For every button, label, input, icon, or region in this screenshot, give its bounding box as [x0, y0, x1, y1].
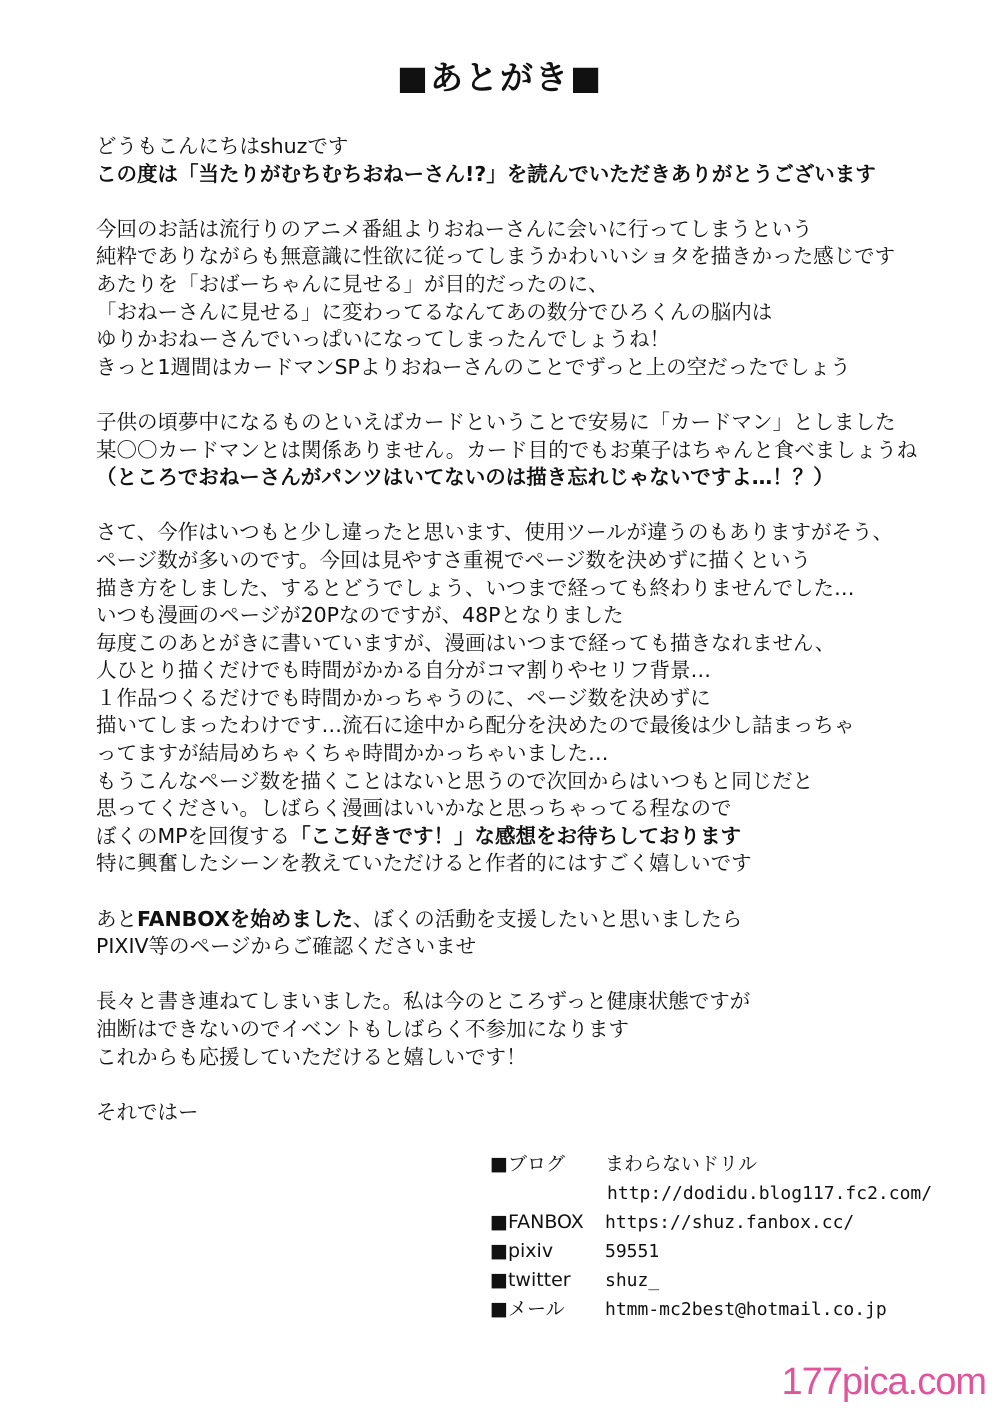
text-line: もうこんなページ数を描くことはないと思うので次回からはいつもと同じだと — [96, 768, 814, 793]
text-segment: 、ぼくの活動を支援したいと思いましたら — [352, 906, 743, 931]
text-segment: あと — [96, 906, 137, 931]
blog-url: http://dodidu.blog117.fc2.com/ — [607, 1183, 933, 1204]
contact-label: ■twitter — [490, 1269, 571, 1291]
contact-pixiv — [490, 1237, 932, 1266]
contact-label: ■ブログ — [490, 1153, 565, 1175]
text-line: 子供の頃夢中になるものといえばカードということで安易に「カードマン」としました — [96, 409, 896, 434]
text-line: さて、今作はいつもと少し違ったと思います、使用ツールが違うのもありますがそう、 — [96, 520, 894, 545]
afterword-title: ■あとがき■ — [396, 58, 604, 97]
text-line: 油断はできないのでイベントもしばらく不参加になります — [96, 1017, 629, 1041]
contact-fanbox — [490, 1208, 932, 1237]
text-segment-bold: 「ここ好きです！」な感想をお待ちしております — [290, 823, 742, 848]
text-line — [96, 823, 976, 851]
text-line: この度は「当たりがむちむちおねーさん!?」を読んでいただきありがとうございます — [96, 161, 876, 186]
twitter-id: shuz_ — [605, 1270, 660, 1291]
contact-mail — [490, 1295, 932, 1324]
contact-twitter — [490, 1266, 932, 1295]
site-watermark: 177pica.com — [781, 1361, 986, 1403]
contact-label: ■pixiv — [490, 1240, 554, 1262]
text-segment-bold: FANBOXを始めました — [137, 906, 353, 931]
text-line: いつも漫画のページが20Pなのですが、48Pとなりました — [96, 603, 624, 628]
contact-blog — [490, 1150, 932, 1179]
text-line: 「おねーさんに見せる」に変わってるなんてあの数分でひろくんの脳内は — [96, 299, 773, 324]
text-line: 純粋でありながらも無意識に性欲に従ってしまうかわいいショタを描きかった感じです — [96, 244, 896, 269]
text-line: （ところでおねーさんがパンツはいてないのは描き忘れじゃないですよ…！？） — [96, 465, 834, 490]
text-line: 今回のお話は流行りのアニメ番組よりおねーさんに会いに行ってしまうという — [96, 216, 813, 241]
text-line: 毎度このあとがきに書いていますが、漫画はいつまで経っても描きなれません、 — [96, 630, 836, 655]
text-line: どうもこんにちはshuzです — [96, 134, 349, 158]
text-line — [96, 906, 976, 934]
paragraph-health — [96, 988, 976, 1071]
text-line: 某〇〇カードマンとは関係ありません。カード目的でもお菓子はちゃんと食べましょうね — [96, 437, 918, 462]
text-line: 思ってください。しばらく漫画はいいかなと思っちゃってる程なので — [96, 796, 732, 821]
text-line: 長々と書き連ねてしまいました。私は今のところずっと健康状態ですが — [96, 989, 751, 1014]
fanbox-url: https://shuz.fanbox.cc/ — [605, 1212, 855, 1233]
contact-label: ■FANBOX — [490, 1211, 584, 1233]
text-line: 描き方をしました、するとどうでしょう、いつまで経っても終わりませんでした… — [96, 575, 855, 600]
paragraph-greeting — [96, 133, 976, 188]
contact-blog-url — [490, 1179, 932, 1208]
text-segment: ぼくのMPを回復する — [96, 823, 291, 848]
paragraph-story — [96, 216, 976, 382]
text-line: ページ数が多いのです。今回は見やすさ重視でページ数を決めずに描くという — [96, 547, 812, 572]
text-line: 特に興奮したシーンを教えていただけると作者的にはすごく嬉しいです — [96, 851, 752, 876]
text-line: ってますが結局めちゃくちゃ時間かかっちゃいました… — [96, 741, 609, 766]
blog-name: まわらないドリル — [605, 1153, 758, 1175]
text-line: 人ひとり描くだけでも時間がかかる自分がコマ割りやセリフ背景… — [96, 658, 711, 683]
contact-label: ■メール — [490, 1298, 565, 1320]
closing-line: それではー — [96, 1099, 199, 1124]
mail-address: htmm-mc2best@hotmail.co.jp — [605, 1299, 887, 1320]
paragraph-fanbox — [96, 906, 976, 961]
paragraph-page-count — [96, 519, 976, 878]
text-line: これからも応援していただけると嬉しいです！ — [96, 1044, 527, 1069]
text-line: あたりを「おばーちゃんに見せる」が目的だったのに、 — [96, 271, 609, 296]
contact-info — [490, 1150, 932, 1324]
afterword-body — [96, 133, 976, 1148]
text-line: ゆりかおねーさんでいっぱいになってしまったんでしょうね！ — [96, 327, 670, 352]
text-line: きっと1週間はカードマンSPよりおねーさんのことでずっと上の空だったでしょう — [96, 354, 851, 379]
text-line: PIXIV等のページからご確認くださいませ — [96, 934, 477, 959]
text-line: 描いてしまったわけです…流石に途中から配分を決めたので最後は少し詰まっちゃ — [96, 713, 855, 738]
paragraph-cardman — [96, 409, 976, 492]
pixiv-id: 59551 — [605, 1241, 660, 1262]
text-line: １作品つくるだけでも時間かかっちゃうのに、ページ数を決めずに — [96, 685, 711, 710]
